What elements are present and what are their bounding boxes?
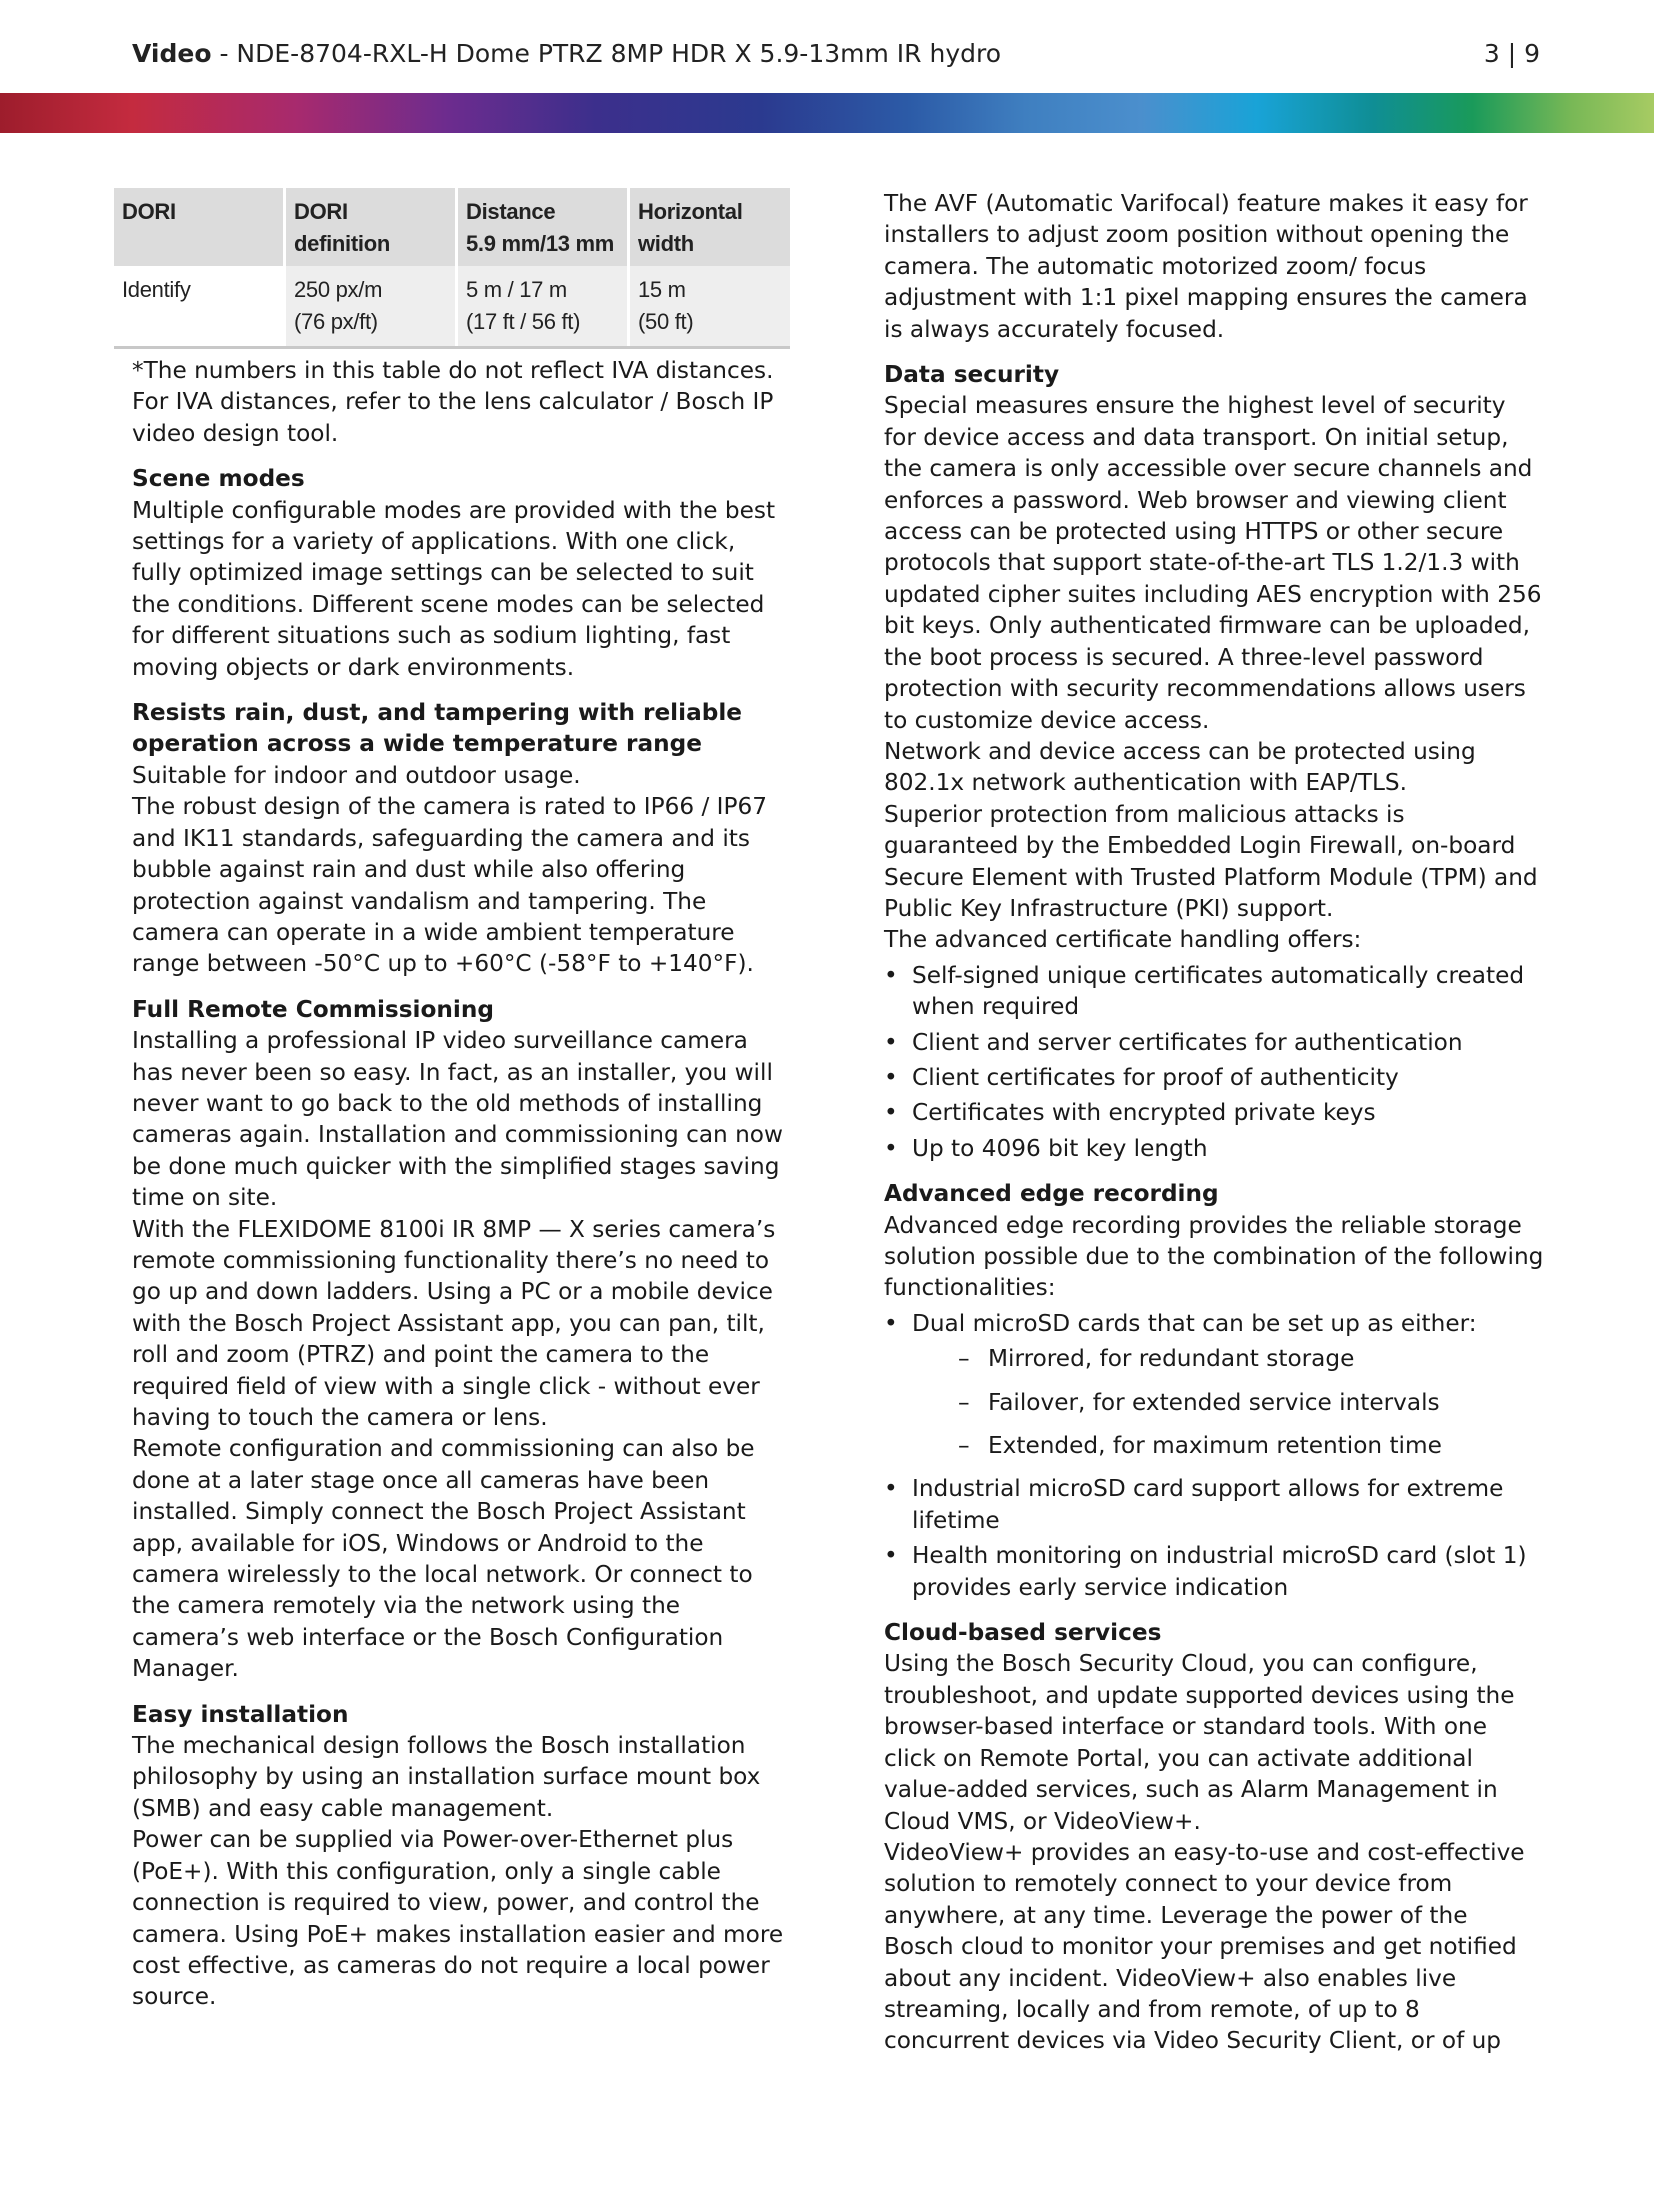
sublist-item: – Mirrored, for redundant storage xyxy=(912,1343,1544,1374)
data-security-body-2: Network and device access can be protected using 802.1x network authentication with EAP/TLS. xyxy=(884,737,1476,797)
cloud-services-body-2: VideoView+ provides an easy-to-use and cost-effective solution to remotely connect to your device from anywhere, at any time. Leverage the power of the Bosch cloud to monitor your premises and get notified about any incident. VideoView+ also enables live streaming, locally and from remote, of up to 8 concurrent devices via Video Security Client, or of up xyxy=(884,1838,1525,2055)
remote-commissioning-body-2: With the FLEXIDOME 8100i IR 8MP — X series camera’s remote commissioning functionality there’s no need to go up and down ladders. Using a PC or a mobile device with the Bosch Project Assistant app, you can pan, tilt, roll and zoom (PTRZ) and point the camera to the required field of view with a single click - without ever having to touch the camera or lens. xyxy=(132,1215,776,1431)
easy-installation-heading: Easy installation xyxy=(132,1700,349,1728)
table-footnote: *The numbers in this table do not reflect IVA distances. For IVA distances, refer to the lens calculator / Bosch IP video design tool. xyxy=(132,357,774,447)
dori-cell-distance: 5 m / 17 m (17 ft / 56 ft) xyxy=(457,266,629,348)
list-item: • Health monitoring on industrial microSD card (slot 1) provides early service indication xyxy=(884,1540,1544,1603)
dori-cell-width: 15 m (50 ft) xyxy=(629,266,791,348)
edge-recording-body: Advanced edge recording provides the reliable storage solution possible due to the combination of the following functionalities: xyxy=(884,1211,1544,1302)
dori-cell-level: Identify xyxy=(114,266,285,348)
list-item: • Self-signed unique certificates automatically created when required xyxy=(884,960,1544,1023)
dori-table-header-row xyxy=(114,188,790,266)
easy-installation-body-2: Power can be supplied via Power-over-Ethernet plus (PoE+). With this configuration, only a single cable connection is required to view, power, and control the camera. Using PoE+ makes installation easier and more cost effective, as cameras do not require a local power source. xyxy=(132,1826,784,2011)
scene-modes-heading: Scene modes xyxy=(132,465,305,493)
cloud-services-body-1: Using the Bosch Security Cloud, you can configure, troubleshoot, and update supported devices using the browser-based interface or standard tools. With one click on Remote Portal, you can activate additional value-added services, such as Alarm Management in Cloud VMS, or VideoView+. xyxy=(884,1650,1515,1835)
resists-heading: Resists rain, dust, and tampering with reliable operation across a wide temperature range xyxy=(132,699,742,758)
avf-paragraph: The AVF (Automatic Varifocal) feature makes it easy for installers to adjust zoom position without opening the camera. The automatic motorized zoom/ focus adjustment with 1:1 pixel mapping ensures the camera is always accurately focused. xyxy=(884,190,1528,343)
data-security-heading: Data security xyxy=(884,361,1060,389)
sublist-item: – Extended, for maximum retention time xyxy=(912,1430,1544,1461)
dori-table xyxy=(114,188,790,349)
remote-commissioning-body-1: Installing a professional IP video surveillance camera has never been so easy. In fact, as an installer, you will never want to go back to the old methods of installing cameras again. Installation and commissioning can now be done much quicker with the simplified stages saving time on site. xyxy=(132,1027,783,1212)
remote-commissioning-heading: Full Remote Commissioning xyxy=(132,995,494,1023)
resists-body-1: Suitable for indoor and outdoor usage. xyxy=(132,761,581,789)
edge-recording-heading: Advanced edge recording xyxy=(884,1180,1219,1208)
page-number: 3 | 9 xyxy=(1483,39,1540,68)
table-row xyxy=(114,266,790,348)
data-security-body-1: Special measures ensure the highest level of security for device access and data transport. On initial setup, the camera is only accessible over secure channels and enforces a password. Web browser and viewing client access can be protected using HTTPS or other secure protocols that support state-of-the-art TLS 1.2/1.3 with updated cipher suites including AES encryption with 256 bit keys. Only authenticated firmware can be uploaded, the boot process is secured. A three-level password protection with security recommendations allows users to customize device access. xyxy=(884,392,1542,734)
list-item: • Up to 4096 bit key length xyxy=(884,1133,1544,1164)
document-title xyxy=(132,39,1001,68)
list-item: • Dual microSD cards that can be set up as either: – Mirrored, for redundant storage – Failover, for extended service intervals – Extended, for maximum retention time xyxy=(884,1308,1544,1462)
dori-header-distance: Distance 5.9 mm/13 mm xyxy=(457,188,629,266)
dori-header-definition: DORI definition xyxy=(285,188,457,266)
list-item: • Certificates with encrypted private keys xyxy=(884,1097,1544,1128)
list-item: • Client and server certificates for authentication xyxy=(884,1027,1544,1058)
document-title-rest: - NDE-8704-RXL-H Dome PTRZ 8MP HDR X 5.9-13mm IR hydro xyxy=(211,39,1002,68)
sd-mode-sublist xyxy=(912,1343,1544,1461)
brand-color-bar xyxy=(0,93,1654,133)
data-security-body-3: Superior protection from malicious attacks is guaranteed by the Embedded Login Firewall, on-board Secure Element with Trusted Platform Module (TPM) and Public Key Infrastructure (PKI) support. xyxy=(884,800,1538,922)
resists-body-2: The robust design of the camera is rated to IP66 / IP67 and IK11 standards, safeguarding the camera and its bubble against rain and dust while also offering protection against vandalism and tampering. The camera can operate in a wide ambient temperature range between -50°C up to +60°C (-58°F to +140°F). xyxy=(132,793,767,978)
page-header xyxy=(132,34,1540,74)
dori-header-width: Horizontal width xyxy=(629,188,791,266)
right-column xyxy=(884,188,1544,2057)
list-item: • Industrial microSD card support allows for extreme lifetime xyxy=(884,1473,1544,1536)
dori-header-dori: DORI xyxy=(114,188,285,266)
data-security-body-4: The advanced certificate handling offers: xyxy=(884,926,1362,954)
certificate-list xyxy=(884,960,1544,1164)
remote-commissioning-body-3: Remote configuration and commissioning can also be done at a later stage once all cameras have been installed. Simply connect the Bosch Project Assistant app, available for iOS, Windows or Android to the camera wirelessly to the local network. Or connect to the camera remotely via the network using the camera’s web interface or the Bosch Configuration Manager. xyxy=(132,1435,755,1683)
easy-installation-body-1: The mechanical design follows the Bosch installation philosophy by using an installation surface mount box (SMB) and easy cable management. xyxy=(132,1732,761,1822)
cloud-services-heading: Cloud-based services xyxy=(884,1619,1162,1647)
scene-modes-body: Multiple configurable modes are provided with the best settings for a variety of applications. With one click, fully optimized image settings can be selected to suit the conditions. Different scene modes can be selected for different situations such as sodium lighting, fast moving objects or dark environments. xyxy=(132,496,776,681)
left-column xyxy=(114,188,790,2013)
sublist-item: – Failover, for extended service intervals xyxy=(912,1387,1544,1418)
document-title-bold: Video xyxy=(132,39,212,68)
list-item: • Client certificates for proof of authenticity xyxy=(884,1062,1544,1093)
edge-recording-list xyxy=(884,1308,1544,1603)
dori-cell-definition: 250 px/m (76 px/ft) xyxy=(285,266,457,348)
